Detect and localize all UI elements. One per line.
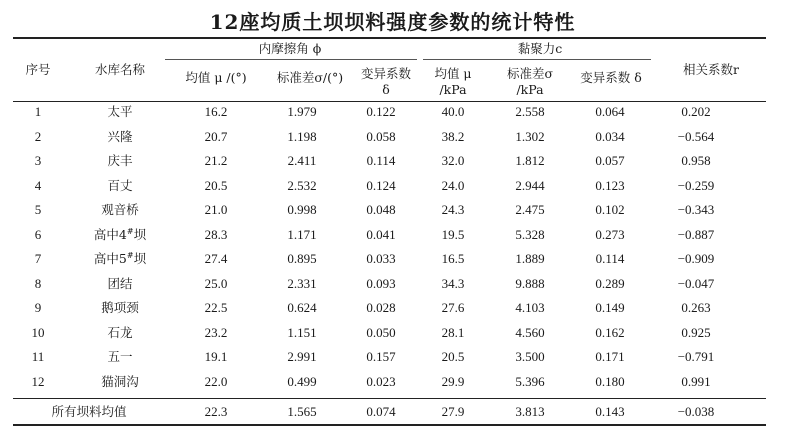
header-c-std: 标准差σ (506, 66, 554, 81)
phi-mean-cell: 25.0 (204, 276, 228, 291)
average-phi-std: 1.565 (287, 404, 317, 419)
phi-std-cell: 2.331 (287, 276, 317, 291)
corr-cell: 0.263 (681, 300, 711, 315)
average-c-mean: 27.9 (441, 404, 465, 419)
header-phi-mean: 均值 μ /(°) (185, 70, 247, 85)
c-group-rule (423, 59, 651, 60)
reservoir-name (78, 276, 162, 292)
row-index: 1 (34, 104, 42, 119)
header-index: 序号 (25, 62, 51, 77)
row-index: 6 (34, 227, 42, 242)
phi-cv-cell: 0.058 (366, 129, 396, 144)
phi-mean-cell: 20.5 (204, 178, 228, 193)
header-phi-cv: 变异系数 (360, 66, 411, 81)
phi-mean-cell: 23.2 (204, 325, 228, 340)
reservoir-name-text: 庆丰 (107, 153, 133, 168)
row-index: 9 (34, 300, 42, 315)
corr-cell: 0.958 (681, 153, 711, 168)
row-index: 10 (31, 325, 45, 340)
average-phi-cv: 0.074 (366, 404, 396, 419)
phi-cv-cell: 0.093 (366, 276, 396, 291)
header-corr: 相关系数r (683, 62, 739, 77)
c-cv-cell: 0.057 (595, 153, 625, 168)
c-std-cell: 9.888 (515, 276, 545, 291)
c-mean-cell: 24.0 (441, 178, 465, 193)
c-std-cell: 5.328 (515, 227, 545, 242)
dam-number-mark: # (126, 226, 134, 236)
phi-std-cell: 1.171 (287, 227, 317, 242)
c-cv-cell: 0.149 (595, 300, 625, 315)
c-std-cell: 1.812 (515, 153, 545, 168)
reservoir-name (78, 374, 162, 390)
reservoir-name-text: 兴隆 (107, 129, 133, 144)
header-c-cv: 变异系数 δ (580, 70, 642, 85)
header-c-group: 黏聚力c (517, 41, 563, 56)
phi-mean-cell: 22.0 (204, 374, 228, 389)
reservoir-name-text: 高中4 (93, 227, 127, 242)
phi-std-cell: 1.151 (287, 325, 317, 340)
reservoir-name-text: 观音桥 (101, 202, 139, 217)
c-mean-cell: 19.5 (441, 227, 465, 242)
row-index: 8 (34, 276, 42, 291)
header-c-mean: 均值 μ (434, 66, 472, 81)
header-phi-cv-symbol: δ (382, 82, 390, 97)
row-index: 11 (31, 349, 45, 364)
corr-cell: −0.047 (677, 276, 715, 291)
phi-cv-cell: 0.050 (366, 325, 396, 340)
corr-cell: −0.259 (677, 178, 715, 193)
phi-cv-cell: 0.124 (366, 178, 396, 193)
header-phi-group: 内摩擦角 ϕ (258, 41, 322, 56)
phi-cv-cell: 0.041 (366, 227, 396, 242)
reservoir-name-text: 猫洞沟 (101, 374, 139, 389)
c-cv-cell: 0.273 (595, 227, 625, 242)
row-index: 3 (34, 153, 42, 168)
c-std-cell: 1.302 (515, 129, 545, 144)
c-cv-cell: 0.180 (595, 374, 625, 389)
phi-std-cell: 1.979 (287, 104, 317, 119)
phi-cv-cell: 0.023 (366, 374, 396, 389)
reservoir-name-text: 百丈 (107, 178, 133, 193)
top-rule (13, 37, 766, 39)
c-mean-cell: 34.3 (441, 276, 465, 291)
phi-std-cell: 1.198 (287, 129, 317, 144)
reservoir-name (78, 153, 162, 169)
corr-cell: −0.909 (677, 251, 715, 266)
reservoir-name-text: 高中5 (93, 251, 127, 266)
c-mean-cell: 24.3 (441, 202, 465, 217)
phi-std-cell: 0.499 (287, 374, 317, 389)
phi-std-cell: 0.624 (287, 300, 317, 315)
reservoir-name-text: 鹅项颈 (101, 300, 139, 315)
c-cv-cell: 0.171 (595, 349, 625, 364)
c-mean-cell: 20.5 (441, 349, 465, 364)
phi-mean-cell: 21.2 (204, 153, 228, 168)
reservoir-name-text: 团结 (107, 276, 133, 291)
table-title: 12座均质土坝坝料强度参数的统计特性 (209, 10, 576, 34)
average-c-std: 3.813 (515, 404, 545, 419)
reservoir-name-suffix: 坝 (133, 251, 147, 266)
corr-cell: −0.791 (677, 349, 715, 364)
phi-mean-cell: 21.0 (204, 202, 228, 217)
phi-std-cell: 2.991 (287, 349, 317, 364)
phi-mean-cell: 16.2 (204, 104, 228, 119)
phi-std-cell: 2.532 (287, 178, 317, 193)
reservoir-name (78, 300, 162, 316)
phi-group-rule (165, 59, 417, 60)
reservoir-name (78, 104, 162, 120)
reservoir-name-text: 石龙 (107, 325, 133, 340)
c-std-cell: 4.560 (515, 325, 545, 340)
average-c-cv: 0.143 (595, 404, 625, 419)
phi-std-cell: 0.998 (287, 202, 317, 217)
phi-cv-cell: 0.033 (366, 251, 396, 266)
phi-mean-cell: 22.5 (204, 300, 228, 315)
row-index: 12 (31, 374, 45, 389)
reservoir-name (78, 227, 162, 243)
corr-cell: 0.991 (681, 374, 711, 389)
c-std-cell: 3.500 (515, 349, 545, 364)
c-mean-cell: 29.9 (441, 374, 465, 389)
phi-std-cell: 0.895 (287, 251, 317, 266)
reservoir-name (78, 325, 162, 341)
phi-mean-cell: 28.3 (204, 227, 228, 242)
c-std-cell: 2.558 (515, 104, 545, 119)
row-index: 2 (34, 129, 42, 144)
row-index: 5 (34, 202, 42, 217)
c-std-cell: 4.103 (515, 300, 545, 315)
row-index: 4 (34, 178, 42, 193)
phi-mean-cell: 27.4 (204, 251, 228, 266)
phi-cv-cell: 0.157 (366, 349, 396, 364)
average-rule (13, 398, 766, 399)
reservoir-name (78, 129, 162, 145)
header-name: 水库名称 (94, 62, 145, 77)
c-std-cell: 2.944 (515, 178, 545, 193)
reservoir-name (78, 202, 162, 218)
c-cv-cell: 0.162 (595, 325, 625, 340)
reservoir-name (78, 349, 162, 365)
phi-cv-cell: 0.114 (366, 153, 396, 168)
c-cv-cell: 0.114 (595, 251, 625, 266)
c-mean-cell: 32.0 (441, 153, 465, 168)
header-rule (13, 101, 766, 102)
phi-mean-cell: 20.7 (204, 129, 228, 144)
c-std-cell: 1.889 (515, 251, 545, 266)
average-label: 所有坝料均值 (51, 404, 127, 419)
phi-cv-cell: 0.122 (366, 104, 396, 119)
phi-cv-cell: 0.048 (366, 202, 396, 217)
reservoir-name-text: 五一 (107, 349, 133, 364)
header-c-mean-unit: /kPa (439, 82, 467, 97)
c-std-cell: 5.396 (515, 374, 545, 389)
average-r: −0.038 (677, 404, 715, 419)
c-mean-cell: 27.6 (441, 300, 465, 315)
reservoir-name-suffix: 坝 (133, 227, 147, 242)
bottom-rule (13, 424, 766, 426)
corr-cell: 0.202 (681, 104, 711, 119)
average-phi-mean: 22.3 (204, 404, 228, 419)
row-index: 7 (34, 251, 42, 266)
corr-cell: −0.887 (677, 227, 715, 242)
reservoir-name (78, 251, 162, 267)
reservoir-name-text: 太平 (107, 104, 133, 119)
c-mean-cell: 28.1 (441, 325, 465, 340)
c-cv-cell: 0.102 (595, 202, 625, 217)
header-phi-std: 标准差σ/(°) (276, 70, 344, 85)
phi-cv-cell: 0.028 (366, 300, 396, 315)
c-cv-cell: 0.064 (595, 104, 625, 119)
corr-cell: −0.564 (677, 129, 715, 144)
c-std-cell: 2.475 (515, 202, 545, 217)
reservoir-name (78, 178, 162, 194)
c-cv-cell: 0.034 (595, 129, 625, 144)
c-mean-cell: 40.0 (441, 104, 465, 119)
phi-std-cell: 2.411 (287, 153, 317, 168)
dam-number-mark: # (126, 250, 134, 260)
c-mean-cell: 38.2 (441, 129, 465, 144)
c-cv-cell: 0.289 (595, 276, 625, 291)
phi-mean-cell: 19.1 (204, 349, 228, 364)
corr-cell: −0.343 (677, 202, 715, 217)
corr-cell: 0.925 (681, 325, 711, 340)
header-c-std-unit: /kPa (516, 82, 544, 97)
c-mean-cell: 16.5 (441, 251, 465, 266)
c-cv-cell: 0.123 (595, 178, 625, 193)
